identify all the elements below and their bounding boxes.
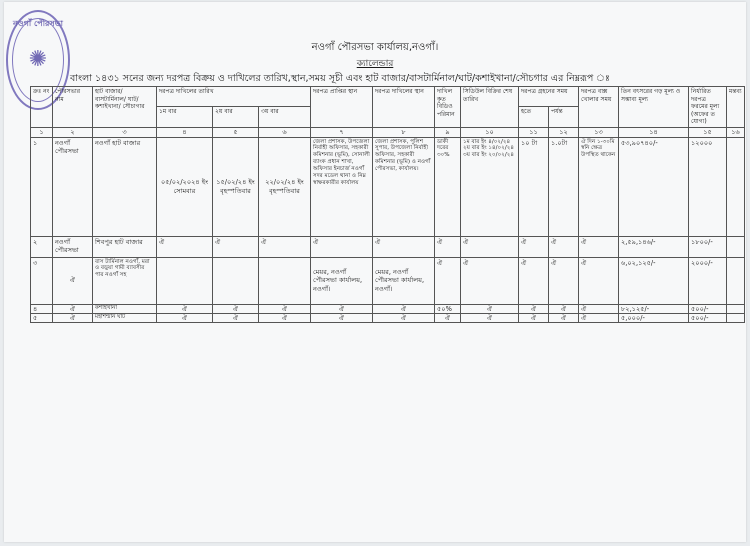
- cell-receive-place: মেয়র, নওগাঁ পৌরসভা কার্যালয়, নওগাঁ।: [311, 257, 373, 304]
- cell-date-third: ঐ: [259, 304, 311, 313]
- cell-deposit: ঐ: [435, 257, 461, 304]
- cell-date-first: [157, 257, 213, 304]
- cell-market: নওগাঁ হাট বাজার: [93, 137, 157, 236]
- cell-avg-price: ৫,০০০/-: [619, 313, 689, 322]
- col-number: ৩: [93, 127, 157, 137]
- cell-to: ঐ: [549, 257, 579, 304]
- cell-receive-place: জেলা প্রশাসক, উপজেলা নির্বাহী অফিসার, সহকারী কমিশনার (ভূমি), সোনালী ব্যাংক প্রধান শাখা, অফিসার ইনচার্জ নওগাঁ সদর মডেল থানা ও নিম্ন স্বাক্ষরকারীর কার্যালয়: [311, 137, 373, 236]
- col-form-price-header: নির্ধারিত দরপত্র ফরমের মূল্য (অফের ত যোগ্য): [689, 87, 727, 128]
- cell-market: বাস টার্মিনাল নওগাঁ, মরা ও বড়ুয়া গামী ব্যাবসীর পার নওগাঁ সহ: [93, 257, 157, 304]
- schedule-heading: বাংলা ১৪৩১ সনের জন্য দরপত্র বিক্রয় ও দাখিলের তারিখ,স্থান,সময় সূচী এবং হাট বাজার/বাসটার্মিনাল/ঘাট/কশাইখানা/সৌচগার এর নিম্নরূপ ঃ: [70, 73, 610, 84]
- cell-date-second: ঐ: [213, 304, 259, 313]
- cell-serial: ৫: [31, 313, 53, 322]
- cell-deposit: ঐ: [435, 236, 461, 257]
- cell-avg-price: ৮২,১২৫/-: [619, 304, 689, 313]
- header-row: [31, 87, 745, 107]
- cell-form-price: ৫০০/-: [689, 313, 727, 322]
- col-box-open-header: দরপত্র বাক্স খোলার সময়: [579, 87, 619, 128]
- cell-to: ঐ: [549, 304, 579, 313]
- cell-date-first: ঐ: [157, 304, 213, 313]
- cell-from: ১০ টা: [519, 137, 549, 236]
- seal-emblem-icon: ✺: [28, 47, 48, 72]
- cell-paurashava: নওগাঁ পৌরসভা: [53, 236, 93, 257]
- cell-avg-price: ২,৫৯,১৪৬/-: [619, 236, 689, 257]
- sub-from-header: হতে: [519, 107, 549, 127]
- col-number: ১০: [461, 127, 519, 137]
- col-submit-place-header: দরপত্র দাখিলের স্থান: [373, 87, 435, 128]
- cell-submit-place: ঐ: [373, 313, 435, 322]
- cell-date-second: ঐ: [213, 313, 259, 322]
- cell-paurashava: ঐ: [53, 257, 93, 304]
- cell-remark: [727, 137, 745, 236]
- sub-third-time-header: ৩য় বার: [259, 107, 311, 127]
- col-number: ১২: [549, 127, 579, 137]
- col-serial-header: ক্রঃ নং: [31, 87, 53, 128]
- sub-to-header: পর্যন্ত: [549, 107, 579, 127]
- table-row: [31, 236, 745, 257]
- col-receive-time-header: দরপত্র গ্রহনের সময়: [519, 87, 579, 107]
- cell-receive-place: ঐ: [311, 304, 373, 313]
- cell-schedule-end: ঐ: [461, 313, 519, 322]
- col-number: ৪: [157, 127, 213, 137]
- cell-deposit: ঐ: [435, 313, 461, 322]
- col-remark-header: মন্তব্য: [727, 87, 745, 128]
- col-number: ১: [31, 127, 53, 137]
- col-number: ৬: [259, 127, 311, 137]
- cell-schedule-end: ঐ: [461, 236, 519, 257]
- col-schedule-end-header: সিডিউল বিক্রির শেষ তারিখ: [461, 87, 519, 128]
- cell-submit-place: জেলা প্রশাসক, পুলিশ সুপার, উপজেলা নির্বাহী অফিসার, সহকারী কমিশনার (ভূমি) ও নওগাঁ পৌরসভা, কার্যালয়।: [373, 137, 435, 236]
- sub-second-time-header: ২য় বার: [213, 107, 259, 127]
- col-market-header: হাট বাজার/ বাসটার্মিনাল/ ঘাট/ কশাইখানা/ সৌচাগার: [93, 87, 157, 128]
- cell-remark: [727, 257, 745, 304]
- sub-first-time-header: ১ম বার: [157, 107, 213, 127]
- cell-to: ১.০টা: [549, 137, 579, 236]
- cell-date-second: [213, 257, 259, 304]
- cell-paurashava: ঐ: [53, 313, 93, 322]
- cell-date-first: ০৫/০২/২০২৪ ইং সোমবার: [157, 137, 213, 236]
- calendar-subtitle: ক্যালেন্ডার: [356, 59, 394, 69]
- cell-paurashava: ঐ: [53, 304, 93, 313]
- cell-serial: ২: [31, 236, 53, 257]
- cell-from: ঐ: [519, 236, 549, 257]
- cell-date-third: [259, 257, 311, 304]
- cell-form-price: ৫০০/-: [689, 304, 727, 313]
- cell-market: মহাশশ্মান ঘাট: [93, 313, 157, 322]
- col-number: ৮: [373, 127, 435, 137]
- col-number: ১৪: [619, 127, 689, 137]
- cell-serial: ৪: [31, 304, 53, 313]
- col-number: ৫: [213, 127, 259, 137]
- cell-date-third: ঐ: [259, 313, 311, 322]
- cell-form-price: ২০০০/-: [689, 257, 727, 304]
- cell-schedule-end: ঐ: [461, 257, 519, 304]
- cell-box-open: ঐ: [579, 304, 619, 313]
- table-row: [31, 304, 745, 313]
- tender-schedule-table: [30, 86, 745, 323]
- cell-from: ঐ: [519, 257, 549, 304]
- cell-serial: ৩: [31, 257, 53, 304]
- col-number: ৭: [311, 127, 373, 137]
- cell-submit-place: ঐ: [373, 304, 435, 313]
- seal-text: নওগাঁ পৌরসভা: [13, 19, 63, 28]
- cell-date-third: ২২/০২/২৪ ইং বৃহস্পতিবার: [259, 137, 311, 236]
- cell-box-open: ঐ: [579, 257, 619, 304]
- table-row: [31, 137, 745, 236]
- cell-schedule-end: ঐ: [461, 304, 519, 313]
- col-receive-place-header: দরপত্র প্রাপ্তির স্থান: [311, 87, 373, 128]
- cell-from: ঐ: [519, 313, 549, 322]
- cell-to: ঐ: [549, 313, 579, 322]
- cell-serial: ১: [31, 137, 53, 236]
- cell-to: ঐ: [549, 236, 579, 257]
- cell-market: শিবপুর হাট বাজার: [93, 236, 157, 257]
- cell-box-open: ঐ: [579, 236, 619, 257]
- col-submit-date-header: দরপত্র দাখিলের তারিখ: [157, 87, 311, 107]
- column-number-row: [31, 127, 745, 137]
- cell-box-open: ঐ দিন ১-৩০মি স্বনি ক্ষেত্র উপস্থিত থাকেন: [579, 137, 619, 236]
- cell-date-first: ঐ: [157, 313, 213, 322]
- cell-submit-place: ঐ: [373, 236, 435, 257]
- cell-date-second: ঐ: [213, 236, 259, 257]
- cell-date-first: ঐ: [157, 236, 213, 257]
- cell-avg-price: ৬,০২,১২৫/-: [619, 257, 689, 304]
- cell-submit-place: মেয়র, নওগাঁ পৌরসভা কার্যালয়, নওগাঁ।: [373, 257, 435, 304]
- cell-avg-price: ৫৩,৯০৭৪০/-: [619, 137, 689, 236]
- col-number: ১৩: [579, 127, 619, 137]
- office-title: নওগাঁ পৌরসভা কার্যালয়,নওগাঁ।: [311, 42, 439, 53]
- col-number: ৯: [435, 127, 461, 137]
- col-paurashava-header: পৌরসভার নাম: [53, 87, 93, 128]
- cell-receive-place: ঐ: [311, 313, 373, 322]
- cell-from: ঐ: [519, 304, 549, 313]
- cell-date-second: ১৫/০২/২৪ ইং বৃহস্পতিবার: [213, 137, 259, 236]
- col-number: ১৫: [689, 127, 727, 137]
- cell-remark: [727, 304, 745, 313]
- cell-box-open: ঐ: [579, 313, 619, 322]
- cell-remark: [727, 313, 745, 322]
- cell-deposit: ডাকী দরের ৩০%: [435, 137, 461, 236]
- cell-market: কশাইখানা: [93, 304, 157, 313]
- col-avg-price-header: তিন বৎসরের গড় মূল্য ও সম্ভাব্য মূল্য: [619, 87, 689, 128]
- cell-receive-place: ঐ: [311, 236, 373, 257]
- cell-form-price: ১৮০০/-: [689, 236, 727, 257]
- cell-paurashava: নওগাঁ পৌরসভা: [53, 137, 93, 236]
- col-number: ১১: [519, 127, 549, 137]
- cell-remark: [727, 236, 745, 257]
- col-number: ১৬: [727, 127, 745, 137]
- cell-date-third: ঐ: [259, 236, 311, 257]
- cell-schedule-end: ১ম বার ইং ৪/০২/২৪ ২য় বার ইং ১৪/০২/২৪ ৩য় বার ইং ২০/০২/২৪: [461, 137, 519, 236]
- table-row: [31, 257, 745, 304]
- cell-form-price: ১২০০০: [689, 137, 727, 236]
- col-deposit-header: দাখিল কৃত বিডিও পরিমান: [435, 87, 461, 128]
- table-row: [31, 313, 745, 322]
- col-number: ২: [53, 127, 93, 137]
- cell-deposit: ৫০%: [435, 304, 461, 313]
